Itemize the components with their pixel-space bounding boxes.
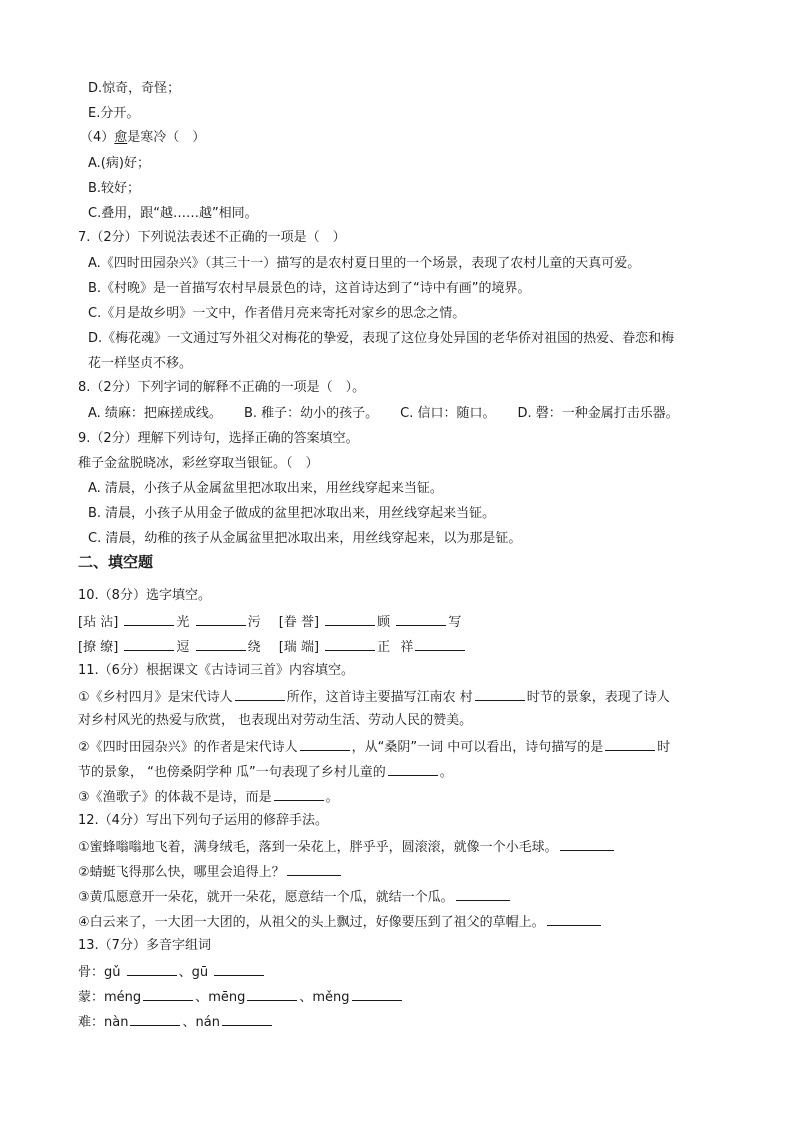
q8-question: 8.（2分）下列字词的解释不正确的一项是（ ）。 — [78, 380, 366, 395]
q9-poem: 稚子金盆脱晓冰，彩丝穿取当银钲。（ ） — [78, 456, 319, 471]
q13-row-gu: 骨：gǔ 、gū — [78, 962, 266, 982]
q7-option-d: D.《梅花魂》一文通过写外祖父对梅花的挚爱，表现了这位身处异国的老华侨对祖国的热爱、眷恋和梅 — [88, 331, 675, 346]
q12-blank[interactable] — [547, 912, 601, 926]
q12-question: 12.（4分）写出下列句子运用的修辞手法。 — [78, 813, 328, 828]
q12-item-3: ③黄瓜愿意开一朵花，就开一朵花，愿意结一个瓜，就结一个瓜。 — [78, 887, 512, 907]
q7-option-a: A.《四时田园杂兴》（其三十一）描写的是农村夏日里的一个场景，表现了农村儿童的天真可爱。 — [88, 256, 641, 271]
q10-question: 10.（8分）选字填空。 — [78, 588, 211, 603]
q10-row-2: [撩 缭] 逗 绕 [瑞 端] 正 祥 — [78, 637, 467, 657]
q13-blank[interactable] — [214, 962, 264, 976]
q10-blank[interactable] — [325, 612, 375, 626]
q11-item-2-cont: 节的景象， “也傍桑阴学种 瓜”一句表现了乡村儿童的 。 — [78, 762, 453, 782]
q8-options — [88, 405, 679, 423]
q13-row-nan: 难：nàn 、nán — [78, 1012, 274, 1032]
q6-sub4-option-b: B.较好； — [88, 181, 141, 196]
q7-question: 7.（2分）下列说法表述不正确的一项是（ ） — [78, 230, 346, 245]
q13-blank[interactable] — [352, 987, 402, 1001]
q9-option-c: C. 清晨，幼稚的孩子从金属盆里把冰取出来，用丝线穿起来，以为那是钲。 — [88, 531, 522, 546]
q10-blank[interactable] — [124, 637, 174, 651]
q9-option-a: A. 清晨，小孩子从金属盆里把冰取出来，用丝线穿起来当钲。 — [88, 481, 443, 496]
q12-blank[interactable] — [287, 862, 341, 876]
q6-sub4-question: （4）愈是寒冷（ ） — [80, 130, 206, 145]
q10-blank[interactable] — [325, 637, 375, 651]
q11-blank[interactable] — [274, 787, 324, 801]
q11-item-1: ①《乡村四月》是宋代诗人 所作，这首诗主要描写江南农 村 时节的景象，表现了诗人 — [78, 687, 670, 707]
q13-row-meng: 蒙：méng 、mēng 、měng — [78, 987, 404, 1007]
q9-option-b: B. 清晨，小孩子从用金子做成的盆里把冰取出来，用丝线穿起来当钲。 — [88, 506, 496, 521]
q11-item-2: ②《四时田园杂兴》的作者是宋代诗人 ，从“桑阴”一词 中可以看出，诗句描写的是 时 — [78, 737, 670, 757]
q9-question: 9.（2分）理解下列诗句，选择正确的答案填空。 — [78, 431, 359, 446]
q13-blank[interactable] — [127, 962, 177, 976]
q11-item-1-cont: 对乡村风光的热爱与欣赏， 也表现出对劳动生活、劳动人民的赞美。 — [78, 713, 473, 728]
q10-blank[interactable] — [196, 612, 246, 626]
q13-blank[interactable] — [222, 1012, 272, 1026]
q10-blank[interactable] — [396, 612, 446, 626]
q12-item-1: ①蜜蜂嗡嗡地飞着，满身绒毛，落到一朵花上，胖乎乎，圆滚滚，就像一个小毛球。 — [78, 837, 616, 857]
q10-blank[interactable] — [124, 612, 174, 626]
q13-blank[interactable] — [130, 1012, 180, 1026]
q13-question: 13.（7分）多音字组词 — [78, 938, 211, 953]
q6-sub4-char: 愈 — [114, 130, 128, 145]
q12-item-4: ④白云来了，一大团一大团的，从祖父的头上飘过，好像要压到了祖父的草帽上。 — [78, 912, 603, 932]
q8-option-b: B. 稚子：幼小的孩子。 — [243, 406, 379, 421]
q12-blank[interactable] — [456, 887, 510, 901]
q12-blank[interactable] — [560, 837, 614, 851]
q10-blank[interactable] — [415, 637, 465, 651]
q8-option-d: D. 磬：一种金属打击乐器。 — [517, 406, 679, 421]
q6-sub4-option-a: A.(病)好； — [88, 156, 150, 171]
q11-item-3: ③《渔歌子》的体裁不是诗，而是 。 — [78, 787, 339, 807]
q6-option-e: E.分开。 — [88, 106, 140, 121]
q7-option-d-cont: 花一样坚贞不移。 — [88, 356, 193, 371]
q11-blank[interactable] — [235, 687, 285, 701]
section-heading-fill-in: 二、填空题 — [78, 553, 154, 571]
q6-sub4-option-c: C.叠用，跟“越……越”相同。 — [88, 206, 258, 221]
q11-blank[interactable] — [605, 737, 655, 751]
q11-blank[interactable] — [475, 687, 525, 701]
q11-blank[interactable] — [300, 737, 350, 751]
q7-option-b: B.《村晚》是一首描写农村早晨景色的诗，这首诗达到了“诗中有画”的境界。 — [88, 281, 531, 296]
q10-blank[interactable] — [196, 637, 246, 651]
q7-option-c: C.《月是故乡明》一文中，作者借月亮来寄托对家乡的思念之情。 — [88, 306, 466, 321]
q12-item-2: ②蜻蜓飞得那么快，哪里会追得上？ — [78, 862, 343, 882]
q13-blank[interactable] — [247, 987, 297, 1001]
q10-row-1: [玷 沾] 光 污 [眷 誉] 顾 写 — [78, 612, 461, 632]
q13-blank[interactable] — [143, 987, 193, 1001]
q11-blank[interactable] — [388, 762, 438, 776]
q11-question: 11.（6分）根据课文《古诗词三首》内容填空。 — [78, 663, 354, 678]
q8-option-c: C. 信口：随口。 — [400, 406, 496, 421]
q8-option-a: A. 绩麻：把麻搓成线。 — [88, 406, 222, 421]
q6-option-d: D.惊奇，奇怪； — [88, 81, 181, 96]
